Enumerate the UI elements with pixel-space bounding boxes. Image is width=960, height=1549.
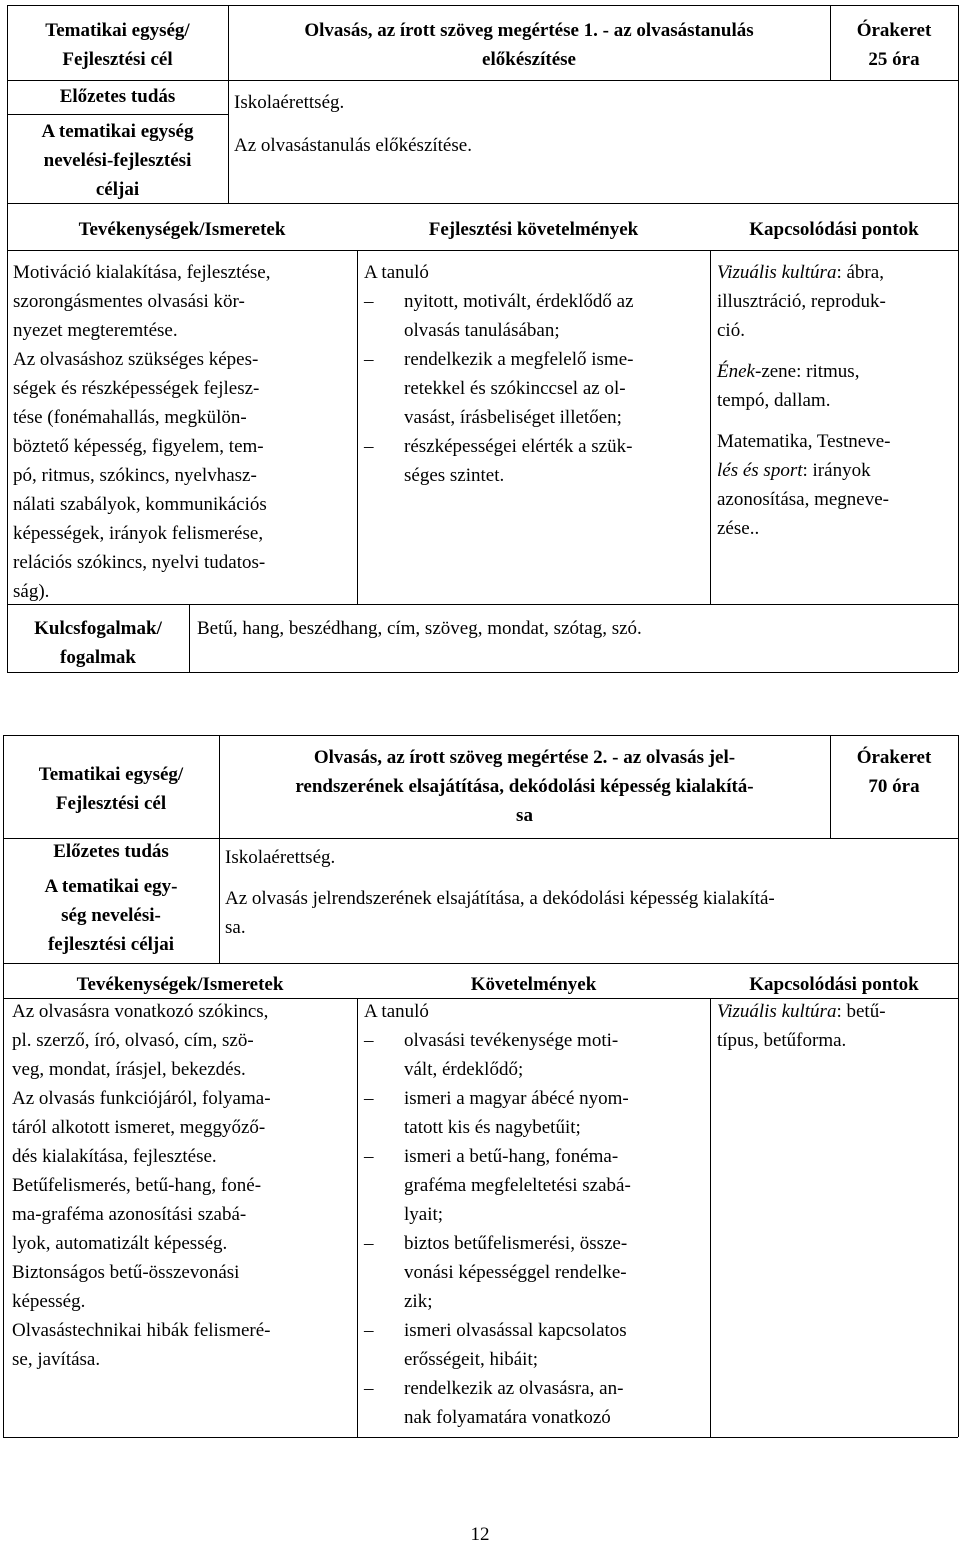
dash: –: [364, 1030, 374, 1051]
requirement-item: – rendelkezik az olvasásra, an- nak folyamatára vonatkozó: [364, 1374, 709, 1432]
requirements-block: [364, 258, 709, 490]
requirement-item: – ismeri olvasással kapcsolatos erősségeit, hibáit;: [364, 1316, 709, 1374]
requirements-block: [364, 997, 709, 1432]
dash: –: [364, 436, 374, 457]
prior-knowledge-label: Előzetes tudás: [53, 841, 169, 862]
requirement-item: – rendelkezik a megfelelő isme- retekkel és szókinccsel az ol- vasást, írásbeliséget illetően;: [364, 345, 709, 432]
unit-label: Tematikai egység/ Fejlesztési cél: [38, 764, 184, 814]
link-visual-arts: Vizuális kultúra: betű- típus, betűforma.: [717, 1001, 886, 1051]
dash: –: [364, 1146, 374, 1167]
hours-label: Órakeret: [856, 20, 932, 41]
requirements-intro: A tanuló: [364, 1001, 429, 1022]
requirements-intro: A tanuló: [364, 262, 429, 283]
prior-knowledge-value: Iskolaérettség.: [225, 847, 336, 868]
goals-label: A tematikai egység nevelési-fejlesztési céljai: [41, 121, 194, 200]
requirement-item: – ismeri a magyar ábécé nyom- tatott kis és nagybetűit;: [364, 1084, 709, 1142]
link-math-pe: Matematika, Testneve- lés és sport: irányok azonosítása, megneve- zése..: [717, 431, 891, 539]
dash: –: [364, 1088, 374, 1109]
dash: –: [364, 291, 374, 312]
col-header-links: Kapcsolódási pontok: [749, 974, 919, 995]
col-header-links: Kapcsolódási pontok: [749, 219, 919, 240]
activities-text: Az olvasásra vonatkozó szókincs, pl. szerző, író, olvasó, cím, szö- veg, mondat, írásjel, bekezdés. Az olvasás funkciójáról, folyama- táról alkotott ismeret, meggyőző- dés kialakítása, fejlesztése. Betűfelismerés, betű-hang, foné- ma-graféma azonosítási szabá- lyok, automatizált képesség. Biztonságos betű-összevonási képesség. Olvasástechnikai hibák felismeré- se, javítása.: [12, 1001, 271, 1370]
requirement-item: – ismeri a betű-hang, fonéma- graféma megfeleltetési szabá- lyait;: [364, 1142, 709, 1229]
col-header-activities: Tevékenységek/Ismeretek: [76, 974, 284, 995]
dash: –: [364, 1320, 374, 1341]
requirement-item: – biztos betűfelismerési, össze- vonási képességgel rendelke- zik;: [364, 1229, 709, 1316]
goals-value: Az olvasástanulás előkészítése.: [234, 135, 472, 156]
prior-knowledge-value: Iskolaérettség.: [234, 92, 345, 113]
links-block: [717, 258, 957, 543]
requirement-item: – részképességei elérték a szük- séges szintet.: [364, 432, 709, 490]
requirement-item: – nyitott, motivált, érdeklődő az olvasás tanulásában;: [364, 287, 709, 345]
link-music: Ének-zene: ritmus, tempó, dallam.: [717, 361, 860, 411]
activities-text: Motiváció kialakítása, fejlesztése, szorongásmentes olvasási kör- nyezet megteremtése. Az olvasáshoz szükséges képes- ségek és részképességek fejlesz- tése (fonémahallás, megkülön- böztető képesség, figyelem, tem- pó, ritmus, szókincs, nyelvhasz- nálati szabályok, kommunikációs képességek, irányok felismerése, relációs szókincs, nyelvi tudatos- ság).: [13, 262, 271, 602]
hours-label: Órakeret: [856, 747, 932, 768]
prior-knowledge-label: Előzetes tudás: [59, 86, 176, 107]
unit-title: Olvasás, az írott szöveg megértése 1. - az olvasástanulás előkészítése: [304, 20, 754, 70]
dash: –: [364, 1233, 374, 1254]
col-header-activities: Tevékenységek/Ismeretek: [78, 219, 286, 240]
hours-value: 70 óra: [868, 776, 920, 797]
dash: –: [364, 1378, 374, 1399]
col-header-requirements: Fejlesztési követelmények: [428, 219, 639, 240]
keywords-value: Betű, hang, beszédhang, cím, szöveg, mondat, szótag, szó.: [197, 618, 642, 639]
keywords-label: Kulcsfogalmak/ fogalmak: [34, 618, 162, 668]
hours-value: 25 óra: [868, 49, 920, 70]
page-number: 12: [470, 1524, 490, 1545]
unit-label: Tematikai egység/ Fejlesztési cél: [45, 20, 190, 70]
dash: –: [364, 349, 374, 370]
link-visual-arts: Vizuális kultúra: ábra, illusztráció, reproduk- ció.: [717, 262, 886, 341]
col-header-requirements: Követelmények: [470, 974, 597, 995]
requirement-item: – olvasási tevékenysége moti- vált, érdeklődő;: [364, 1026, 709, 1084]
goals-value: Az olvasás jelrendszerének elsajátítása, a dekódolási képesség kialakítá- sa.: [225, 888, 775, 938]
goals-label: A tematikai egy- ség nevelési- fejlesztési céljai: [44, 876, 178, 955]
unit-title: Olvasás, az írott szöveg megértése 2. - az olvasás jel- rendszerének elsajátítása, dekódolási képesség kialakítá- sa: [295, 747, 754, 826]
